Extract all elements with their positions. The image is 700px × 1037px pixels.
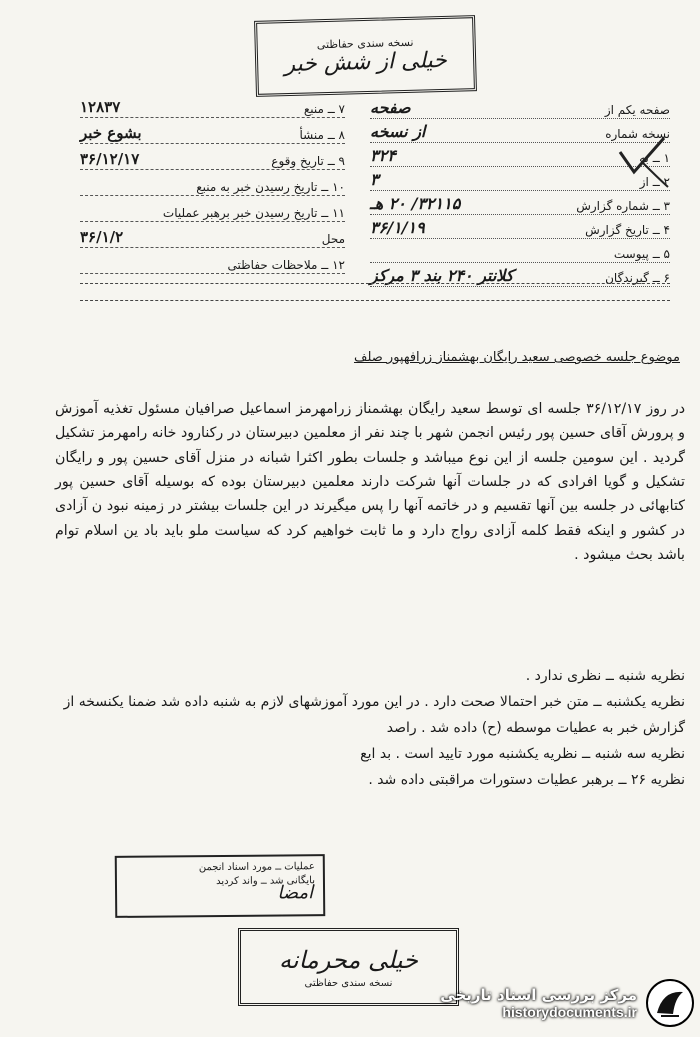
field-value: ۳۶/۱/۱۹ — [370, 218, 425, 237]
stamp-title: نسخه سندی حفاظتی — [304, 977, 393, 989]
field-label: ۲ ــ از — [639, 175, 670, 189]
blank-separator-lines — [80, 283, 670, 317]
stamp-signature: امضا — [277, 882, 314, 904]
bottom-classification-stamp — [238, 928, 459, 1006]
field-row — [370, 95, 670, 119]
field-row — [80, 248, 345, 274]
stamp-handwritten: خیلی از شش خبر — [284, 47, 448, 78]
subject-line: موضوع جلسه خصوصی سعید رایگان بهشمناز زرافهپور صلف — [353, 350, 680, 365]
field-label: صفحه یکم از — [604, 103, 670, 117]
field-value: ۳۲۱۱۵/ ۲۰ هـ — [370, 194, 461, 213]
opinions-block — [55, 663, 685, 793]
field-row — [80, 170, 345, 196]
field-label: ۱ ــ به — [639, 151, 670, 165]
field-row — [80, 118, 345, 144]
field-label: ۳ ــ شماره گزارش — [576, 199, 670, 213]
field-label: ۴ ــ تاریخ گزارش — [585, 223, 670, 237]
field-label: محل — [321, 232, 345, 246]
left-fields — [80, 92, 345, 274]
archive-logo-icon — [645, 978, 695, 1028]
field-row — [80, 222, 345, 248]
opinion-line: نظریه شنبه ــ نظری ندارد . — [525, 668, 685, 684]
body-paragraph: در روز ۳۶/۱۲/۱۷ جلسه ای توسط سعید رایگان بهشمناز زرامهرمز اسماعیل صرافیان مسئول تغذیه آموزش و پرورش آقای حسین پور رئیس انجمن شهر با چند نفر از معلمین دبیرستان در رکنارود خانه رامهرمز تشکیل گردید . این سومین جلسه از این نوع میباشد و جلسات بطور اکثرا شبانه در منزل آقای حسین پور و رایگان تشکیل و گویا افرادی که در جلسات آنها شرکت دارند معلمین دبیرستان بوده که بوسیله آقای حسین پور کتابهائی در جلسه بین آنها تقسیم و در خاتمه آنها را پس میگیرند در این جلسات بیشتر در زمینه نبود ن آزادی در کشور و اینکه فقط کلمه آزادی رواج دارد و ما ثابت خواهیم کرد که سیاست ملو باید باد ین اسلام توام باشد بحث میشود . — [55, 401, 686, 563]
watermark — [430, 975, 695, 1030]
field-row — [370, 191, 670, 215]
field-row — [370, 239, 670, 263]
field-value: ۳۶/۱/۲ — [80, 228, 124, 246]
field-label: ۵ ــ پیوست — [613, 247, 670, 261]
field-label: ۹ ــ تاریخ وقوع — [271, 154, 345, 168]
stamp-title: نسخه سندی حفاظتی — [316, 35, 414, 52]
field-label: ۶ ــ گیرندگان — [605, 271, 670, 285]
field-row — [370, 215, 670, 239]
watermark-fa: مرکز بررسی اسناد تاریخی — [440, 985, 637, 1004]
field-row — [80, 144, 345, 170]
stamp-line: عملیات ــ مورد اسناد انجمن — [198, 861, 315, 874]
field-label: نسخه شماره — [605, 127, 670, 141]
opinion-line: نظریه یکشنبه ــ متن خبر احتمالا صحت دارد . در این مورد آموزشهای لازم به شنبه داده شد ضمنا یکنسخه از گزارش خبر به عطیات موسطه (ح) داده شد . راصد — [63, 694, 685, 736]
field-value: ۳ — [370, 170, 379, 189]
top-classification-stamp — [254, 15, 477, 97]
stamp-handwritten: خیلی محرمانه — [279, 945, 418, 974]
field-label: ۱۲ ــ ملاحظات حفاظتی — [227, 258, 345, 272]
archive-stamp — [115, 854, 326, 918]
dashed-line — [80, 300, 670, 301]
field-value: ۳۲۴ — [370, 146, 396, 165]
field-value: صفحه — [370, 98, 411, 117]
opinion-line: نظریه ۲۶ ــ برهبر عطیات دستورات مراقبتی داده شد . — [368, 772, 685, 788]
field-label: ۸ ــ منشأ — [299, 128, 345, 142]
handwritten-check-mark-icon — [612, 132, 672, 192]
field-row — [80, 196, 345, 222]
watermark-text — [430, 986, 637, 1020]
report-body — [55, 383, 685, 581]
opinion-line: نظریه سه شنبه ــ نظریه یکشنبه مورد تایید است . بد ایع — [360, 746, 685, 762]
field-label: ۱۱ ــ تاریخ رسیدن خبر برهبر عملیات — [162, 206, 345, 220]
field-label: ۷ ــ منبع — [303, 102, 345, 116]
field-value: کلانتر ۲۴۰ بند ۳ مرکز — [370, 266, 514, 285]
dashed-line — [80, 283, 670, 284]
field-label: ۱۰ ــ تاریخ رسیدن خبر به منبع — [196, 180, 345, 194]
stamp-line: بایگانی شد ــ واند کردید — [216, 875, 316, 888]
field-row — [80, 92, 345, 118]
watermark-url: historydocuments.ir — [502, 1003, 637, 1020]
field-value: بشوع خبر — [80, 124, 142, 142]
field-value: ۳۶/۱۲/۱۷ — [80, 150, 140, 168]
field-value: ۱۲۸۳۷ — [80, 98, 121, 116]
field-value: از نسخه — [370, 122, 426, 141]
